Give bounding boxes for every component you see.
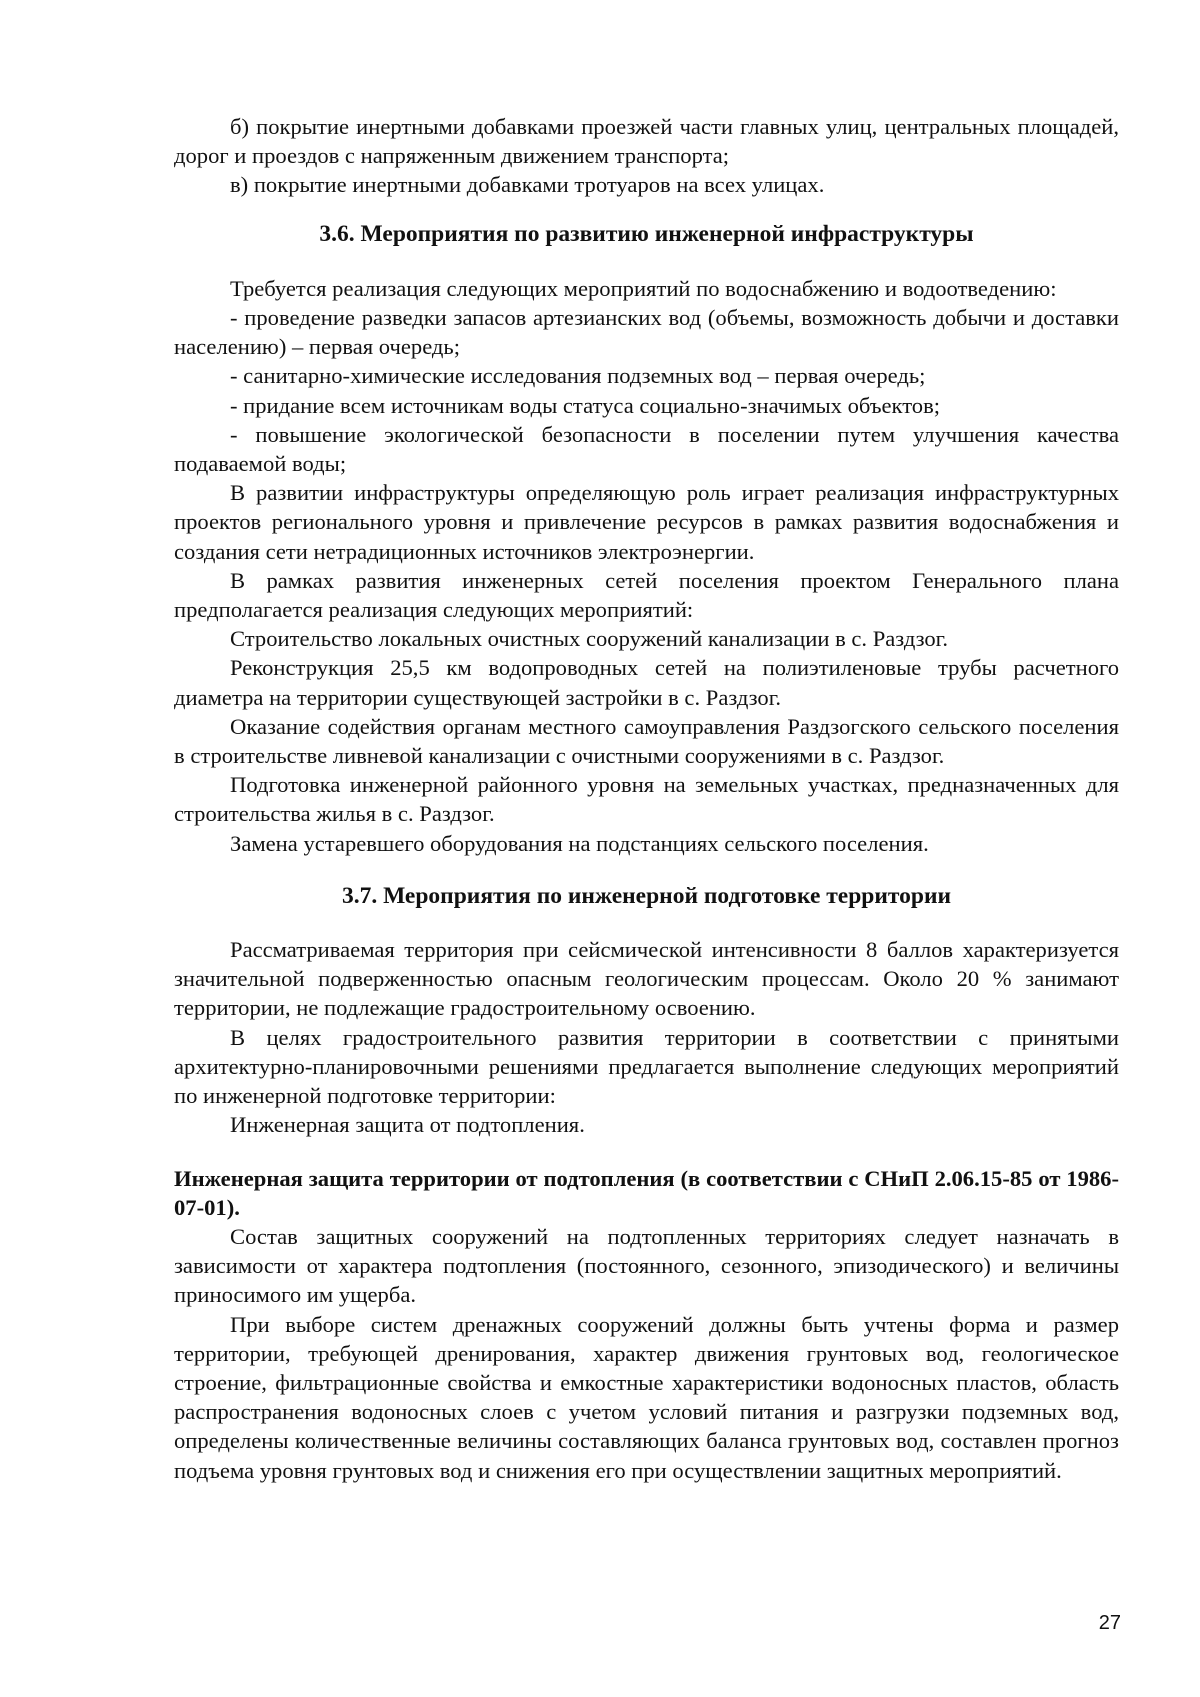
paragraph: Подготовка инженерной районного уровня на земельных участках, предназначенных для строительства жилья в с. Раздзог. xyxy=(174,772,1119,827)
paragraph: Состав защитных сооружений на подтопленных территориях следует назначать в зависимости от характера подтопления (постоянного, сезонного, эпизодического) и величины приносимого им ущерба. xyxy=(174,1223,1119,1308)
paragraph: - проведение разведки запасов артезианских вод (объемы, возможность добычи и доставки населению) – первая очередь; xyxy=(174,305,1119,360)
paragraph: В рамках развития инженерных сетей поселения проектом Генерального плана предполагается реализация следующих мероприятий: xyxy=(174,567,1119,623)
paragraph: в) покрытие инертными добавками тротуаров на всех улицах. xyxy=(230,172,825,198)
paragraph: - санитарно-химические исследования подземных вод – первая очередь; xyxy=(230,363,926,389)
section-heading-3-6: 3.6. Мероприятия по развитию инженерной инфраструктуры xyxy=(319,220,974,247)
paragraph: - повышение экологической безопасности в поселении путем улучшения качества подаваемой воды; xyxy=(174,421,1119,477)
subsection-heading: Инженерная защита территории от подтопления (в соответствии с СНиП 2.06.15-85 от 1986-07-01). xyxy=(174,1165,1119,1220)
paragraph: Оказание содействия органам местного самоуправления Раздзогского сельского поселения в строительстве ливневой канализации с очистными сооружениями в с. Раздзог. xyxy=(174,713,1119,769)
paragraph: В целях градостроительного развития территории в соответствии с принятыми архитектурно-планировочными решениями предлагается выполнение следующих мероприятий по инженерной подготовке территории: xyxy=(174,1024,1119,1109)
paragraph: Замена устаревшего оборудования на подстанциях сельского поселения. xyxy=(230,830,929,856)
paragraph: Требуется реализация следующих мероприятий по водоснабжению и водоотведению: xyxy=(230,275,1057,301)
paragraph: Реконструкция 25,5 км водопроводных сетей на полиэтиленовые трубы расчетного диаметра на территории существующей застройки в с. Раздзог. xyxy=(174,655,1119,710)
document-page xyxy=(174,112,1119,1485)
section-heading-3-7: 3.7. Мероприятия по инженерной подготовке территории xyxy=(341,882,952,909)
paragraph: Инженерная защита от подтопления. xyxy=(230,1112,585,1138)
page-number: 27 xyxy=(1098,1612,1121,1634)
paragraph: При выборе систем дренажных сооружений должны быть учтены форма и размер территории, требующей дренирования, характер движения грунтовых вод, геологическое строение, фильтрационные свойства и емкостные характеристики водоносных пластов, область распространения водоносных слоев с учетом условий питания и разгрузки подземных вод, определены количественные величины составляющих баланса грунтовых вод, составлен прогноз подъема уровня грунтовых вод и снижения его при осуществлении защитных мероприятий. xyxy=(174,1311,1119,1483)
paragraph: - придание всем источникам воды статуса социально-значимых объектов; xyxy=(230,392,941,418)
paragraph: Строительство локальных очистных сооружений канализации в с. Раздзог. xyxy=(230,626,949,652)
paragraph: б) покрытие инертными добавками проезжей части главных улиц, центральных площадей, дорог и проездов с напряженным движением транспорта; xyxy=(174,114,1119,169)
paragraph: Рассматриваемая территория при сейсмической интенсивности 8 баллов характеризуется значительной подверженностью опасным геологическим процессам. Около 20 % занимают территории, не подлежащие градостроительному освоению. xyxy=(174,937,1119,1021)
paragraph: В развитии инфраструктуры определяющую роль играет реализация инфраструктурных проектов регионального уровня и привлечение ресурсов в рамках развития водоснабжения и создания сети нетрадиционных источников электроэнергии. xyxy=(174,480,1119,564)
